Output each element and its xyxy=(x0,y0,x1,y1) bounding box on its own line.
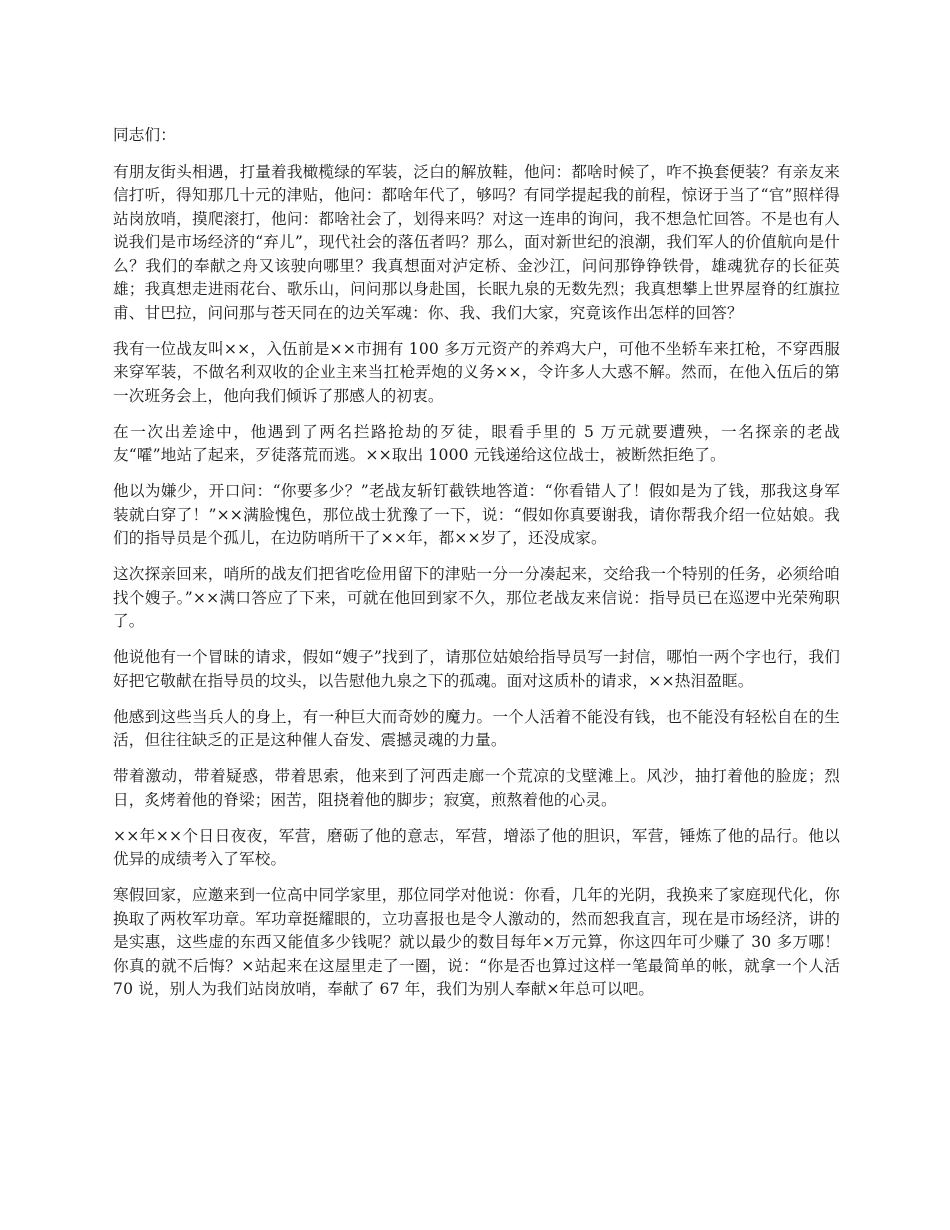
paragraph-6: 他说他有一个冒昧的请求，假如“嫂子”找到了，请那位姑娘给指导员写一封信，哪怕一两个字也行，我们好把它敬献在指导员的坟头，以告慰他九泉之下的孤魂。面对这质朴的请求，××热泪盈眶。 xyxy=(113,648,840,690)
paragraph-2: 我有一位战友叫××，入伍前是××市拥有 100 多万元资产的养鸡大户，可他不坐轿车来扛枪，不穿西服来穿军装，不做名利双收的企业主来当扛枪弄炮的义务××，令许多人大惑不解。然而，在他入伍后的第一次班务会上，他向我们倾诉了那感人的初衷。 xyxy=(113,339,840,405)
paragraph-1: 有朋友街头相遇，打量着我橄榄绿的军装，泛白的解放鞋，他问：都啥时候了，咋不换套便装？有亲友来信打听，得知那几十元的津贴，他问：都啥年代了，够吗？有同学提起我的前程，惊讶于当了“官”照样得站岗放哨，摸爬滚打，他问：都啥社会了，划得来吗？对这一连串的询问，我不想急忙回答。不是也有人说我们是市场经济的“弃儿”，现代社会的落伍者吗？那么，面对新世纪的浪潮，我们军人的价值航向是什么？我们的奉献之舟又该驶向哪里？我真想面对泸定桥、金沙江，问问那铮铮铁骨，雄魂犹存的长征英雄；我真想走进雨花台、歌乐山，问问那以身赴国，长眠九泉的无数先烈；我真想攀上世界屋脊的红旗拉甫、甘巴拉，问问那与苍天同在的边关军魂：你、我、我们大家，究竟该作出怎样的回答？ xyxy=(113,162,840,322)
paragraph-9: ××年××个日日夜夜，军营，磨砺了他的意志，军营，增添了他的胆识，军营，锤炼了他的品行。他以优异的成绩考入了军校。 xyxy=(113,826,840,868)
paragraph-10: 寒假回家，应邀来到一位高中同学家里，那位同学对他说：你看，几年的光阴，我换来了家庭现代化，你换取了两枚军功章。军功章挺耀眼的，立功喜报也是令人激动的，然而恕我直言，现在是市场经济，讲的是实惠，这些虚的东西又能值多少钱呢？就以最少的数目每年×万元算，你这四年可少赚了 30 多万哪！你真的就不后悔？×站起来在这屋里走了一圈，说：“你是否也算过这样一笔最简单的帐，就拿一个人活 70 说，别人为我们站岗放哨，奉献了 67 年，我们为别人奉献×年总可以吧。 xyxy=(113,886,840,998)
paragraph-7: 他感到这些当兵人的身上，有一种巨大而奇妙的魔力。一个人活着不能没有钱，也不能没有轻松自在的生活，但往往缺乏的正是这种催人奋发、震撼灵魂的力量。 xyxy=(113,707,840,749)
salutation: 同志们： xyxy=(113,126,176,144)
paragraph-5: 这次探亲回来，哨所的战友们把省吃俭用留下的津贴一分一分凑起来，交给我一个特别的任务，必须给咱找个嫂子。”××满口答应了下来，可就在他回到家不久，那位老战友来信说：指导员已在巡逻中光荣殉职了。 xyxy=(113,565,840,630)
document-page xyxy=(113,124,840,1014)
paragraph-4: 他以为嫌少，开口问：“你要多少？”老战友斩钉截铁地答道：“你看错人了！假如是为了钱，那我这身军装就白穿了！”××满脸愧色，那位战士犹豫了一下，说：“假如你真要谢我，请你帮我介绍一位姑娘。我们的指导员是个孤儿，在边防哨所干了××年，都××岁了，还没成家。 xyxy=(113,482,840,547)
paragraph-8: 带着激动，带着疑惑，带着思索，他来到了河西走廊一个荒凉的戈壁滩上。风沙，抽打着他的脸庞；烈日，炙烤着他的脊梁；困苦，阻挠着他的脚步；寂寞，煎熬着他的心灵。 xyxy=(113,767,840,809)
paragraph-3: 在一次出差途中，他遇到了两名拦路抢劫的歹徒，眼看手里的 5 万元就要遭殃，一名探亲的老战友“嚯”地站了起来，歹徒落荒而逃。××取出 1000 元钱递给这位战士，被断然拒绝了。 xyxy=(113,422,840,464)
